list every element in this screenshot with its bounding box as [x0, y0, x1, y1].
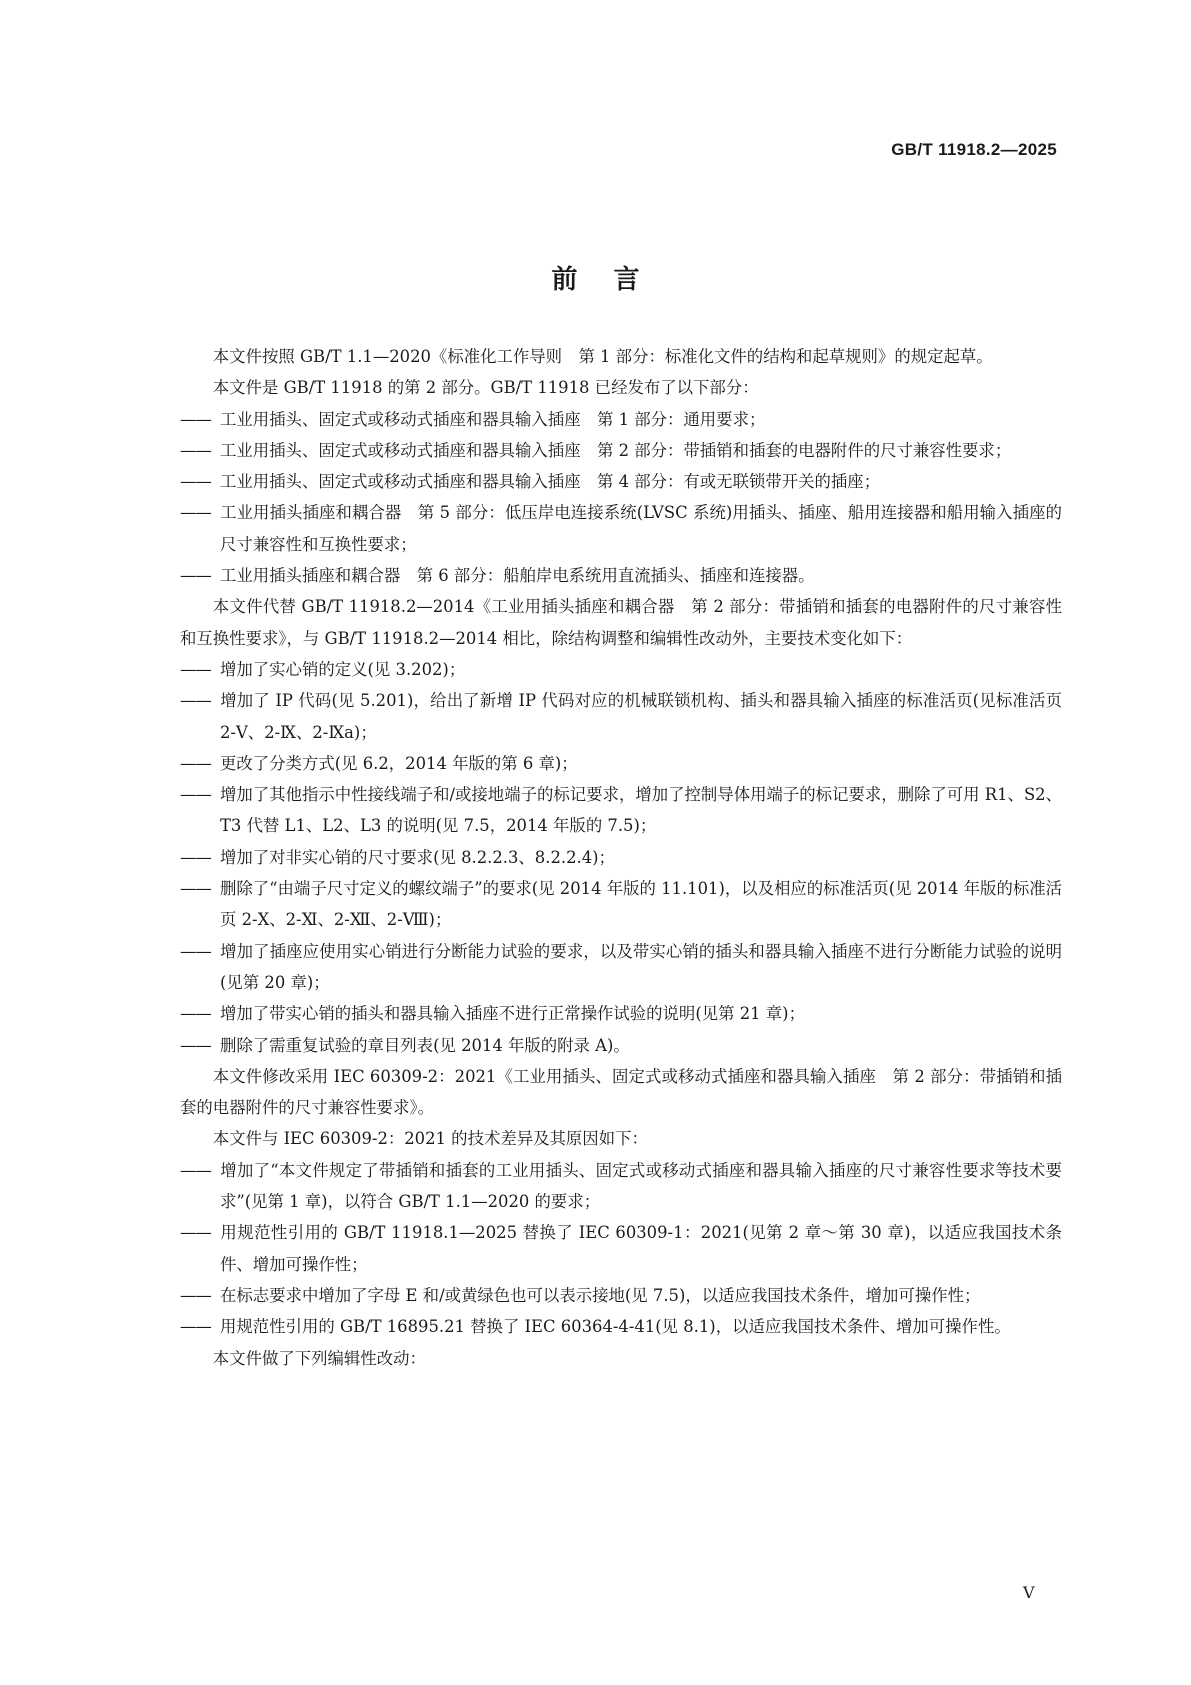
list-dash: —— — [180, 847, 211, 867]
body-paragraph — [180, 372, 1062, 403]
list-item — [180, 1280, 1062, 1311]
body-paragraph — [180, 1123, 1062, 1154]
paragraph-text: 增加了带实心销的插头和器具输入插座不进行正常操作试验的说明(见第 21 章)； — [220, 1004, 805, 1024]
paragraph-text: 增加了其他指示中性接线端子和/或接地端子的标记要求，增加了控制导体用端子的标记要求，删除了可用 R1、S2、T3 代替 L1、L2、L3 的说明(见 7.5，2014 年版的 7.5)； — [220, 785, 1062, 836]
list-item — [180, 779, 1062, 842]
paragraph-text: 本文件按照 GB/T 1.1—2020《标准化工作导则 第 1 部分：标准化文件的结构和起草规则》的规定起草。 — [212, 347, 993, 366]
list-dash: —— — [180, 1160, 211, 1180]
list-item — [180, 404, 1062, 435]
paragraph-text: 用规范性引用的 GB/T 16895.21 替换了 IEC 60364-4-41(见 8.1)，以适应我国技术条件、增加可操作性。 — [220, 1317, 1011, 1337]
paragraph-text: 工业用插头、固定式或移动式插座和器具输入插座 第 1 部分：通用要求； — [220, 409, 766, 429]
paragraph-text: 工业用插头、固定式或移动式插座和器具输入插座 第 2 部分：带插销和插套的电器附件的尺寸兼容性要求； — [220, 440, 1012, 460]
paragraph-text: 删除了“由端子尺寸定义的螺纹端子”的要求(见 2014 年版的 11.101)，以及相应的标准活页(见 2014 年版的标准活页 2-Ⅹ、2-Ⅺ、2-Ⅻ、2-Ⅷ)； — [220, 879, 1063, 930]
list-dash: —— — [180, 785, 211, 805]
paragraph-text: 在标志要求中增加了字母 E 和/或黄绿色也可以表示接地(见 7.5)，以适应我国技术条件，增加可操作性； — [220, 1285, 981, 1305]
paragraph-text: 本文件做了下列编辑性改动： — [212, 1348, 426, 1368]
list-dash: —— — [180, 409, 211, 429]
list-dash: —— — [180, 1004, 211, 1024]
list-dash: —— — [180, 1223, 211, 1243]
list-item — [180, 685, 1062, 748]
list-dash: —— — [180, 472, 211, 492]
paragraph-text: 增加了实心销的定义(见 3.202)； — [220, 659, 466, 679]
body-paragraph — [180, 1061, 1062, 1124]
list-dash: —— — [180, 753, 211, 773]
paragraph-text: 本文件是 GB/T 11918 的第 2 部分。GB/T 11918 已经发布了以下部分： — [212, 378, 759, 398]
list-dash: —— — [180, 941, 211, 961]
list-dash: —— — [180, 440, 211, 460]
paragraph-text: 本文件与 IEC 60309-2：2021 的技术差异及其原因如下： — [212, 1129, 648, 1149]
list-item — [180, 466, 1062, 497]
list-item — [180, 560, 1062, 591]
page-number: Ⅴ — [1023, 1583, 1035, 1602]
list-dash: —— — [180, 1035, 211, 1055]
list-item — [180, 748, 1062, 779]
list-item — [180, 654, 1062, 685]
page-title: 前言 — [551, 265, 676, 296]
list-dash: —— — [180, 1285, 211, 1305]
list-item — [180, 1311, 1062, 1342]
paragraph-text: 删除了需重复试验的章目列表(见 2014 年版的附录 A)。 — [220, 1035, 630, 1055]
list-item — [180, 1030, 1062, 1061]
body-paragraph — [180, 341, 1062, 372]
body-paragraph — [180, 1343, 1062, 1374]
list-dash: —— — [180, 691, 211, 711]
list-dash: —— — [180, 1317, 211, 1337]
paragraph-text: 本文件修改采用 IEC 60309-2：2021《工业用插头、固定式或移动式插座和器具输入插座 第 2 部分：带插销和插套的电器附件的尺寸兼容性要求》。 — [180, 1066, 1062, 1118]
paragraph-text: 本文件代替 GB/T 11918.2—2014《工业用插头插座和耦合器 第 2 部分：带插销和插套的电器附件的尺寸兼容性和互换性要求》，与 GB/T 11918.2—2014 相比，除结构调整和编辑性改动外，主要技术变化如下： — [180, 597, 1062, 648]
paragraph-text: 增加了对非实心销的尺寸要求(见 8.2.2.3、8.2.2.4)； — [220, 847, 615, 867]
list-dash: —— — [180, 659, 211, 679]
list-item — [180, 998, 1062, 1029]
paragraph-text: 用规范性引用的 GB/T 11918.1—2025 替换了 IEC 60309-1：2021(见第 2 章～第 30 章)，以适应我国技术条件、增加可操作性； — [220, 1223, 1062, 1274]
document-body — [180, 341, 1062, 1374]
list-item — [180, 873, 1062, 936]
list-dash: —— — [180, 566, 211, 586]
list-dash: —— — [180, 503, 211, 523]
paragraph-text: 增加了“本文件规定了带插销和插套的工业用插头、固定式或移动式插座和器具输入插座的尺寸兼容性要求等技术要求”(见第 1 章)，以符合 GB/T 1.1—2020 的要求； — [220, 1160, 1062, 1212]
paragraph-text: 工业用插头、固定式或移动式插座和器具输入插座 第 4 部分：有或无联锁带开关的插座； — [220, 472, 881, 492]
paragraph-text: 增加了插座应使用实心销进行分断能力试验的要求，以及带实心销的插头和器具输入插座不进行分断能力试验的说明(见第 20 章)； — [220, 941, 1062, 992]
paragraph-text: 增加了 IP 代码(见 5.201)，给出了新增 IP 代码对应的机械联锁机构、插头和器具输入插座的标准活页(见标准活页 2-Ⅴ、2-Ⅸ、2-Ⅸa)； — [220, 691, 1062, 742]
list-item — [180, 936, 1062, 999]
list-item — [180, 1217, 1062, 1280]
list-item — [180, 497, 1062, 560]
list-dash: —— — [180, 879, 211, 899]
list-item — [180, 435, 1062, 466]
body-paragraph — [180, 591, 1062, 654]
list-item — [180, 842, 1062, 873]
paragraph-text: 工业用插头插座和耦合器 第 6 部分：船舶岸电系统用直流插头、插座和连接器。 — [220, 566, 815, 586]
paragraph-text: 更改了分类方式(见 6.2，2014 年版的第 6 章)； — [220, 753, 578, 773]
paragraph-text: 工业用插头插座和耦合器 第 5 部分：低压岸电连接系统(LVSC 系统)用插头、插座、船用连接器和船用输入插座的尺寸兼容性和互换性要求； — [220, 503, 1062, 554]
list-item — [180, 1155, 1062, 1218]
standard-number: GB/T 11918.2—2025 — [891, 140, 1057, 159]
